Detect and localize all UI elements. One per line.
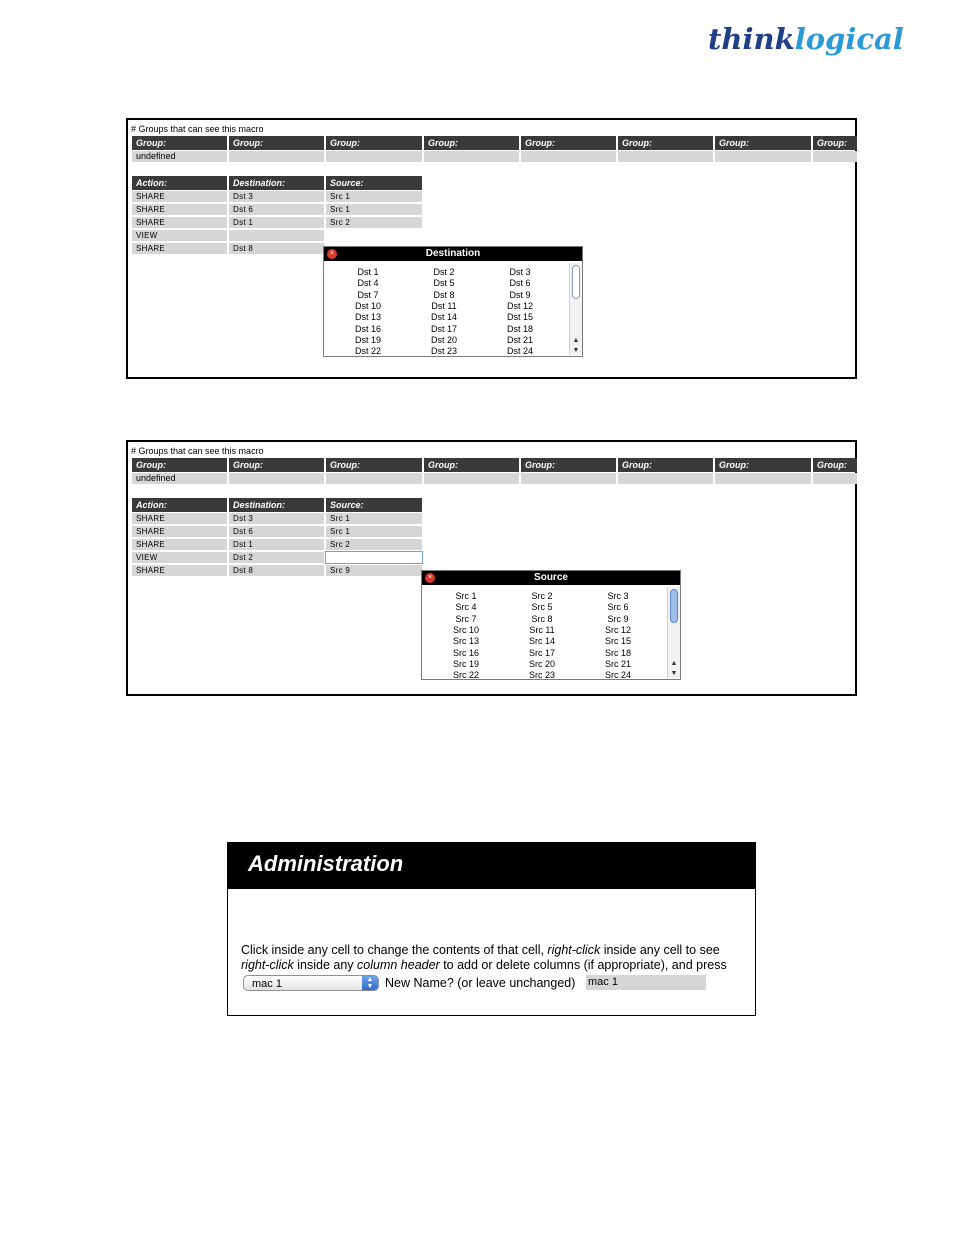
group-header-6[interactable]: Group: (618, 458, 713, 472)
macro-cell-destination[interactable]: Dst 3 (229, 191, 324, 202)
picker-item[interactable]: Dst 5 (433, 278, 455, 289)
macro-cell-destination[interactable]: Dst 8 (229, 565, 324, 576)
group-header-7[interactable]: Group: (715, 136, 811, 150)
picker-item[interactable]: Src 15 (604, 636, 631, 647)
group-value-5[interactable] (521, 151, 616, 162)
picker-item[interactable]: Src 9 (607, 613, 629, 624)
macro-cell-destination[interactable]: Dst 1 (229, 539, 324, 550)
picker-item[interactable]: Dst 19 (354, 334, 381, 345)
macro-cell-destination[interactable]: Dst 1 (229, 217, 324, 228)
picker-popup (323, 246, 583, 357)
macro-editor-panel-destination (126, 118, 857, 379)
picker-item[interactable]: Dst 20 (430, 334, 457, 345)
picker-item[interactable]: Dst 15 (506, 312, 533, 323)
new-name-input[interactable]: mac 1 (586, 975, 706, 990)
picker-item[interactable]: Src 12 (604, 624, 631, 635)
new-name-label: New Name? (or leave unchanged) (385, 976, 576, 990)
picker-popup-title: Source (422, 571, 680, 585)
picker-item[interactable]: Src 16 (452, 647, 479, 658)
picker-item[interactable]: Src 6 (607, 602, 629, 613)
group-header-4[interactable]: Group: (424, 458, 519, 472)
picker-item[interactable]: Src 5 (531, 602, 553, 613)
picker-item[interactable]: Dst 17 (430, 323, 457, 334)
picker-item[interactable]: Dst 16 (354, 323, 381, 334)
column-header-destination[interactable]: Destination: (229, 498, 324, 512)
picker-item[interactable]: Src 7 (455, 613, 477, 624)
logo-part-think: think (708, 22, 795, 56)
picker-item[interactable]: Src 3 (607, 591, 629, 601)
group-value-2[interactable] (229, 151, 324, 162)
group-value-7[interactable] (715, 151, 811, 162)
picker-item[interactable]: Src 1 (455, 591, 477, 601)
group-value-5[interactable] (521, 473, 616, 484)
group-value-3[interactable] (326, 151, 422, 162)
macro-cell-source[interactable]: Src 9 (326, 565, 422, 576)
instructions-line-2 (241, 958, 727, 972)
macro-cell-source[interactable]: Src 2 (326, 539, 422, 550)
groups-caption: # Groups that can see this macro (131, 124, 264, 134)
macro-cell-destination[interactable]: Dst 3 (229, 513, 324, 524)
group-header-4[interactable]: Group: (424, 136, 519, 150)
picker-item[interactable]: Dst 23 (430, 346, 457, 355)
scroll-down-arrow-icon[interactable]: ▼ (670, 670, 678, 677)
group-header-6[interactable]: Group: (618, 136, 713, 150)
picker-item[interactable]: Dst 4 (357, 278, 379, 289)
scroll-up-arrow-icon[interactable]: ▲ (670, 660, 678, 667)
macro-cell-action[interactable]: SHARE (132, 526, 227, 537)
select-arrows-icon: ▲ ▼ (362, 976, 378, 990)
picker-item[interactable]: Dst 6 (509, 278, 531, 289)
group-value-4[interactable] (424, 473, 519, 484)
group-value-7[interactable] (715, 473, 811, 484)
macro-cell-action[interactable]: SHARE (132, 217, 227, 228)
macro-cell-source[interactable]: Src 2 (326, 217, 422, 228)
picker-item[interactable]: Dst 2 (433, 267, 455, 277)
group-value-3[interactable] (326, 473, 422, 484)
macro-editor-panel-source (126, 440, 857, 696)
picker-item[interactable]: Src 17 (528, 647, 555, 658)
group-header-1[interactable]: Group: (132, 136, 227, 150)
macro-cell-source[interactable]: Src 1 (326, 513, 422, 524)
scroll-up-arrow-icon[interactable]: ▲ (572, 337, 580, 344)
macro-cell-action[interactable]: SHARE (132, 539, 227, 550)
close-icon[interactable]: × (425, 573, 435, 583)
group-header-5[interactable]: Group: (521, 136, 616, 150)
picker-item[interactable]: Dst 12 (506, 300, 533, 311)
macro-cell-source[interactable] (326, 552, 422, 563)
picker-item[interactable]: Src 23 (528, 670, 555, 678)
group-value-8[interactable] (813, 151, 857, 162)
group-value-8[interactable] (813, 473, 857, 484)
group-header-8[interactable]: Group: (813, 136, 857, 150)
scrollbar-thumb[interactable] (572, 265, 580, 299)
popup-scrollbar[interactable] (569, 263, 582, 355)
instructions-right-click: right-click (547, 943, 601, 957)
administration-header (228, 843, 755, 889)
picker-popup-list (422, 587, 666, 678)
picker-popup-title: Destination (324, 247, 582, 261)
macro-cell-destination[interactable]: Dst 6 (229, 526, 324, 537)
group-header-7[interactable]: Group: (715, 458, 811, 472)
picker-item[interactable]: Dst 1 (357, 267, 379, 277)
administration-title: Administration (248, 851, 404, 876)
instructions-column-header: column header (357, 958, 440, 972)
picker-item[interactable]: Src 8 (531, 613, 553, 624)
column-header-source[interactable]: Source: (326, 176, 422, 190)
popup-scrollbar[interactable] (667, 587, 680, 678)
picker-item[interactable]: Src 19 (452, 658, 479, 669)
group-value-6[interactable] (618, 473, 713, 484)
macro-cell-destination[interactable]: Dst 8 (229, 243, 324, 254)
instructions-right-click: right-click (241, 958, 294, 972)
macro-cell-source[interactable]: Src 1 (326, 526, 422, 537)
macro-cell-destination[interactable] (229, 230, 324, 241)
macro-cell-action[interactable]: VIEW (132, 230, 227, 241)
instructions-text: Click inside any cell to change the contents of that cell, (241, 943, 548, 957)
macro-cell-destination[interactable]: Dst 6 (229, 204, 324, 215)
picker-item[interactable]: Dst 14 (430, 312, 457, 323)
picker-item[interactable]: Src 11 (529, 624, 555, 635)
close-icon[interactable]: × (327, 249, 337, 259)
macro-cell-action[interactable]: SHARE (132, 513, 227, 524)
picker-item[interactable]: Dst 7 (357, 289, 379, 300)
picker-item[interactable]: Dst 8 (433, 289, 455, 300)
picker-item[interactable]: Src 13 (452, 636, 479, 647)
group-header-2[interactable]: Group: (229, 458, 324, 472)
group-header-1[interactable]: Group: (132, 458, 227, 472)
group-header-5[interactable]: Group: (521, 458, 616, 472)
picker-item[interactable]: Dst 10 (354, 300, 381, 311)
picker-item[interactable]: Dst 9 (509, 289, 531, 300)
group-value-1[interactable]: undefined (132, 473, 227, 484)
macro-cell-action[interactable]: VIEW (132, 552, 227, 563)
picker-popup (421, 570, 681, 680)
scroll-down-arrow-icon[interactable]: ▼ (572, 347, 580, 354)
macro-cell-action[interactable]: SHARE (132, 204, 227, 215)
macro-cell-destination[interactable]: Dst 2 (229, 552, 324, 563)
group-value-1[interactable]: undefined (132, 151, 227, 162)
picker-item[interactable]: Src 2 (531, 591, 553, 601)
administration-panel (227, 842, 756, 1016)
group-value-2[interactable] (229, 473, 324, 484)
picker-item[interactable]: Src 22 (452, 670, 479, 678)
macro-cell-source[interactable]: Src 1 (326, 204, 422, 215)
macro-cell-action[interactable]: SHARE (132, 565, 227, 576)
group-value-6[interactable] (618, 151, 713, 162)
picker-item[interactable]: Src 21 (604, 658, 631, 669)
macro-cell-action[interactable]: SHARE (132, 191, 227, 202)
group-header-3[interactable]: Group: (326, 136, 422, 150)
group-value-4[interactable] (424, 151, 519, 162)
column-header-action[interactable]: Action: (132, 176, 227, 190)
scrollbar-thumb[interactable] (670, 589, 678, 623)
picker-item[interactable]: Dst 3 (509, 267, 531, 277)
thinklogical-logo (708, 22, 904, 56)
picker-item[interactable]: Src 10 (452, 624, 479, 635)
logo-part-logical: logical (794, 22, 904, 56)
group-header-2[interactable]: Group: (229, 136, 324, 150)
picker-item[interactable]: Src 18 (604, 647, 631, 658)
picker-item[interactable]: Dst 24 (506, 346, 533, 355)
picker-item[interactable]: Dst 11 (431, 300, 457, 311)
macro-select-value: mac 1 (252, 978, 282, 990)
picker-item[interactable]: Dst 22 (354, 346, 381, 355)
picker-item[interactable]: Dst 18 (506, 323, 533, 334)
instructions-text: inside any (293, 958, 358, 972)
macro-cell-source[interactable]: Src 1 (326, 191, 422, 202)
instructions-text: inside any cell to see (600, 943, 720, 957)
group-header-3[interactable]: Group: (326, 458, 422, 472)
picker-item[interactable]: Src 4 (455, 602, 477, 613)
picker-item[interactable]: Src 14 (528, 636, 555, 647)
macro-cell-action[interactable]: SHARE (132, 243, 227, 254)
groups-caption: # Groups that can see this macro (131, 446, 264, 456)
macro-select[interactable] (243, 975, 379, 991)
picker-item[interactable]: Src 20 (528, 658, 555, 669)
group-header-8[interactable]: Group: (813, 458, 857, 472)
instructions-text: to add or delete columns (if appropriate), and press (439, 958, 727, 972)
instructions-line-1 (241, 943, 720, 957)
picker-item[interactable]: Dst 13 (354, 312, 381, 323)
column-header-action[interactable]: Action: (132, 498, 227, 512)
column-header-source[interactable]: Source: (326, 498, 422, 512)
picker-item[interactable]: Dst 21 (506, 334, 533, 345)
picker-item[interactable]: Src 24 (604, 670, 631, 678)
column-header-destination[interactable]: Destination: (229, 176, 324, 190)
picker-popup-list (324, 263, 568, 355)
